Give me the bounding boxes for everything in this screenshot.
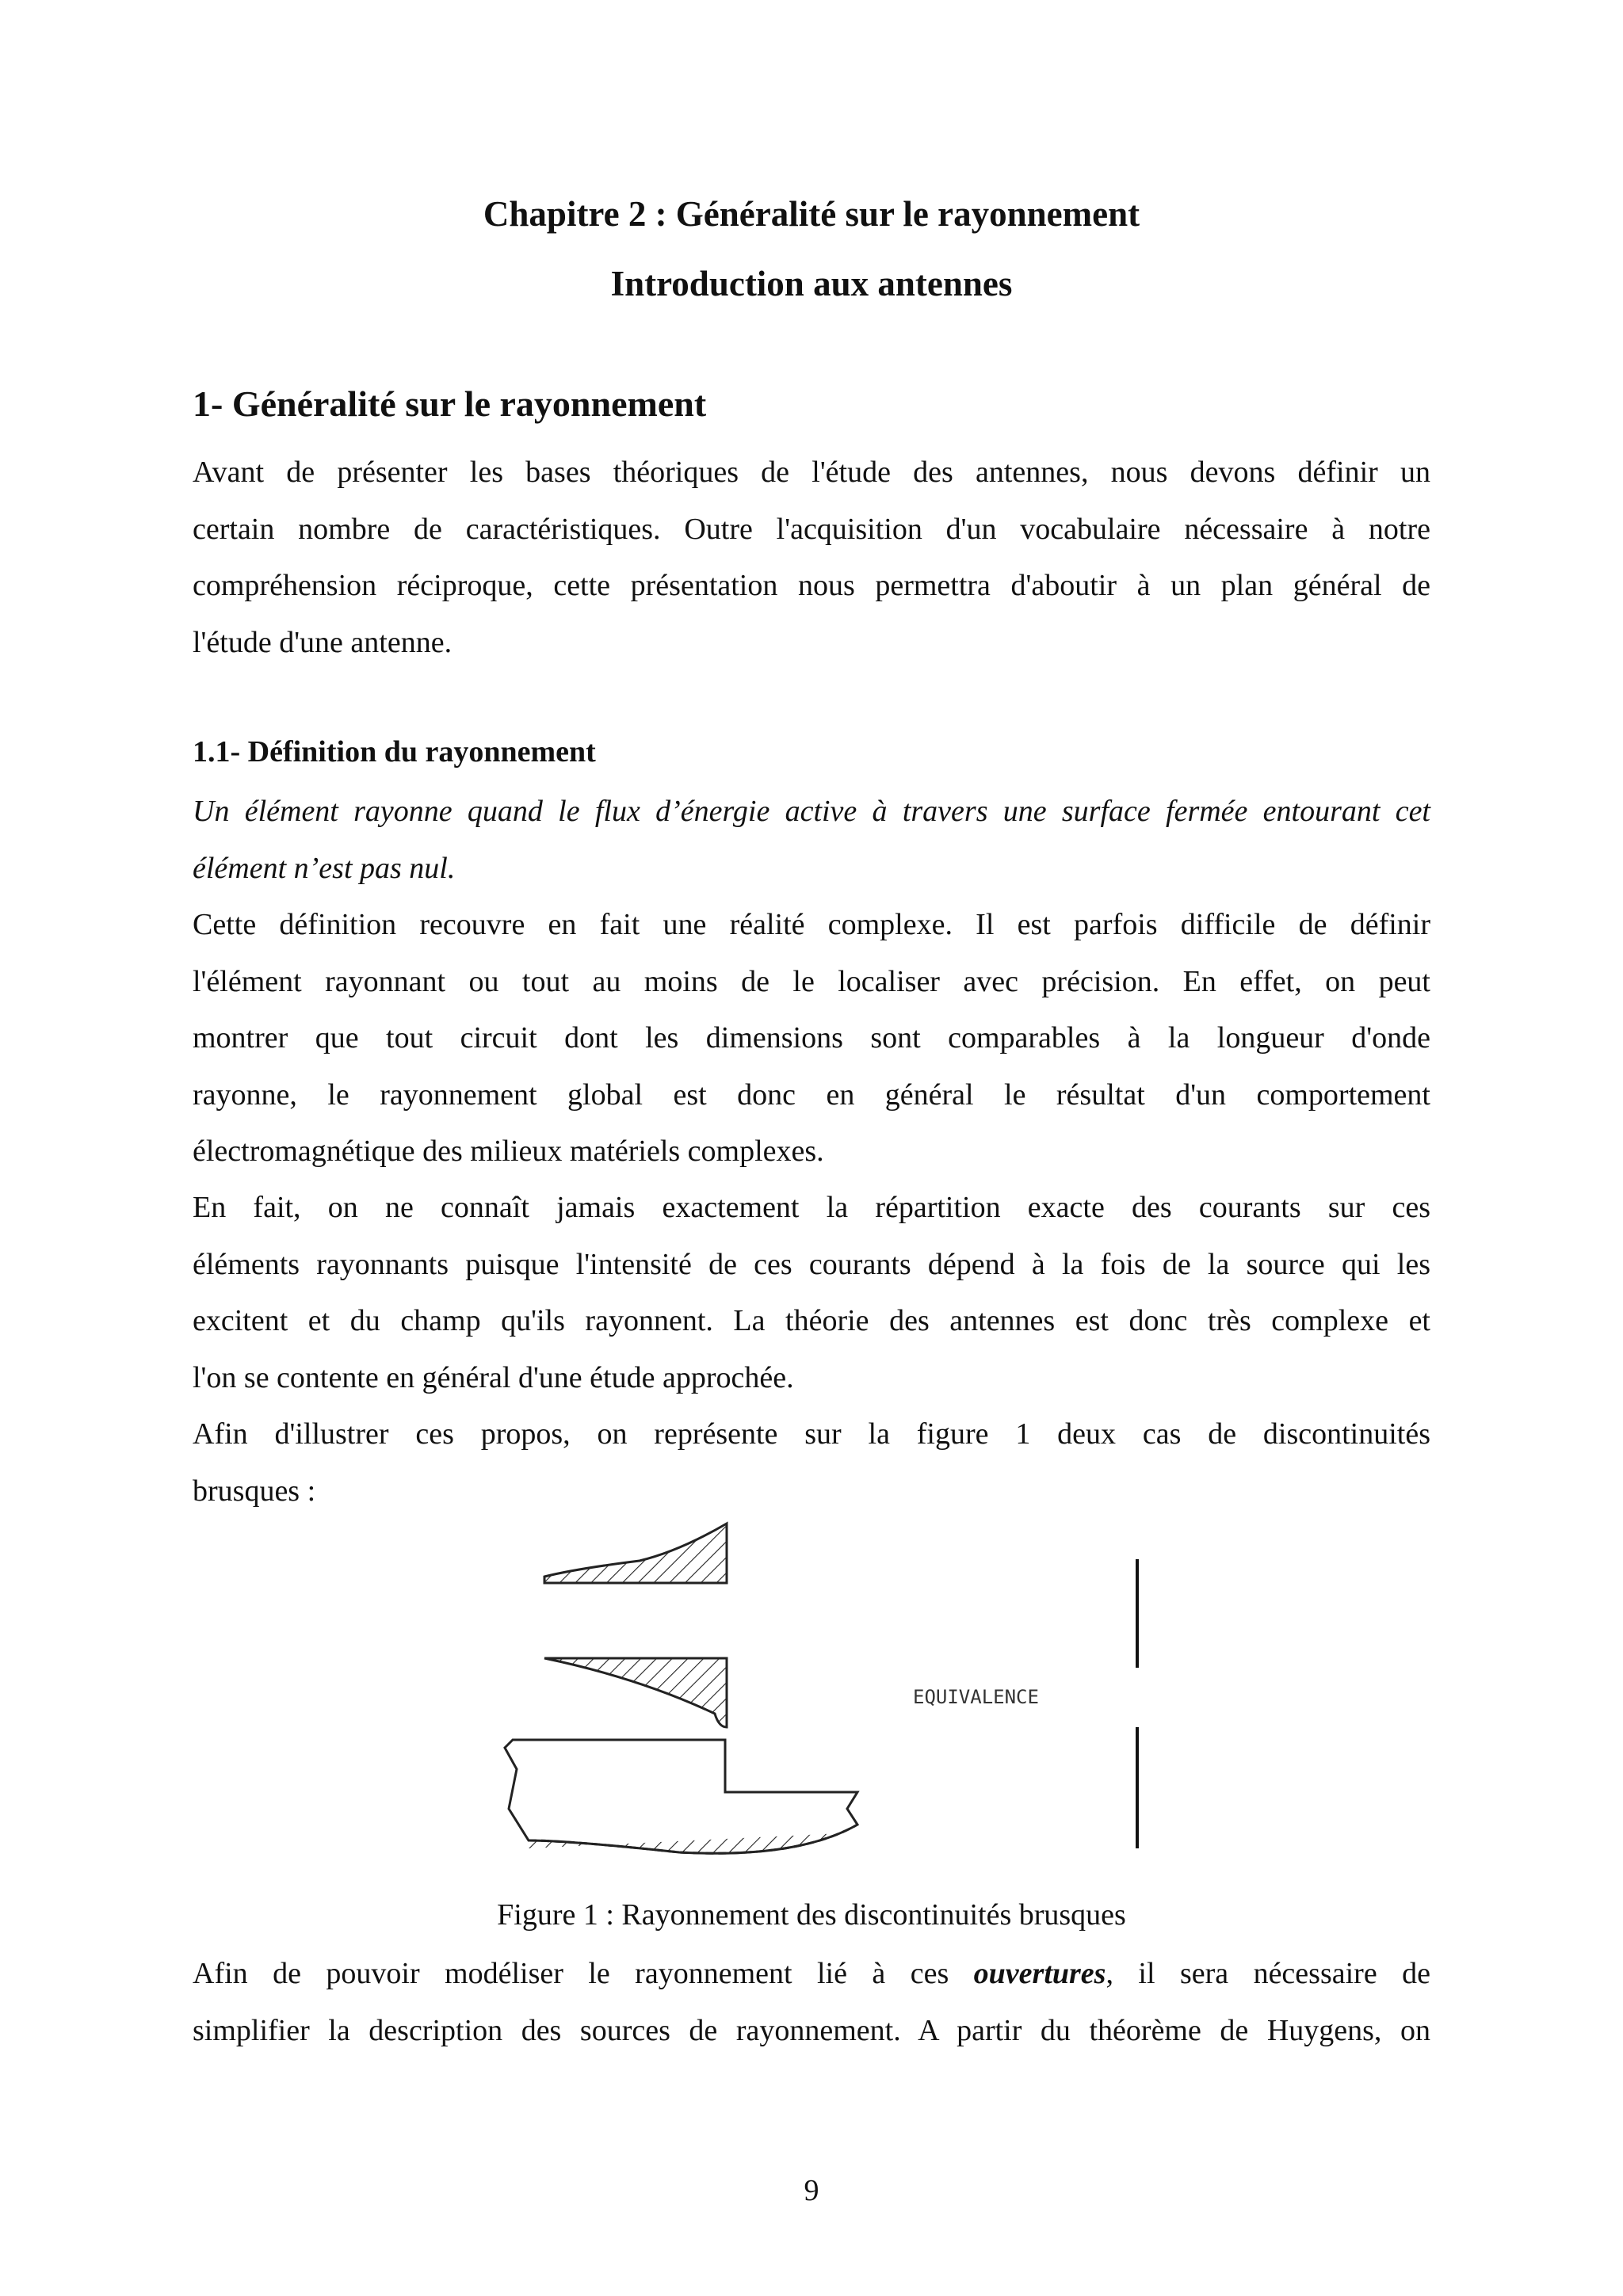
- paragraph-line: l'on se contente en général d'une étude approchée.: [193, 1360, 794, 1394]
- closing-line-end: , il sera nécessaire de: [1106, 1957, 1430, 1990]
- ouvertures-emphasis: ouvertures: [973, 1957, 1106, 1990]
- paragraph-line: montrer que tout circuit dont les dimensions sont comparables à la longueur d'onde: [193, 1021, 1430, 1055]
- page-number: 9: [804, 2174, 819, 2207]
- closing-line-start: Afin de pouvoir modéliser le rayonnement lié à ces: [193, 1957, 974, 1990]
- paragraph-line: Avant de présenter les bases théoriques de l'étude des antennes, nous devons définir un: [193, 456, 1430, 489]
- paragraph-line: rayonne, le rayonnement global est donc en général le résultat d'un comportement: [193, 1077, 1430, 1112]
- paragraph-line: brusques :: [193, 1474, 316, 1508]
- paragraph-definition-complex: [193, 897, 1430, 1180]
- paragraph-line: Cette définition recouvre en fait une réalité complexe. Il est parfois difficile de définir: [193, 908, 1430, 941]
- paragraph-line: l'étude d'une antenne.: [193, 625, 453, 659]
- paragraph-line: l'élément rayonnant ou tout au moins de le localiser avec précision. En effet, on peut: [193, 964, 1430, 998]
- paragraph-line: En fait, on ne connaît jamais exactement la répartition exacte des courants sur ces: [193, 1191, 1430, 1224]
- paragraph-line: Afin d'illustrer ces propos, on représente sur la figure 1 deux cas de discontinuités: [193, 1417, 1430, 1451]
- top-wedge-shape: [544, 1524, 727, 1583]
- paragraph-line: éléments rayonnants puisque l'intensité de ces courants dépend à la fois de la source qui les: [193, 1247, 1430, 1281]
- chapter-subtitle: Introduction aux antennes: [610, 264, 1013, 303]
- equivalence-label: EQUIVALENCE: [913, 1686, 1039, 1708]
- paragraph-currents: [193, 1180, 1430, 1406]
- section-1-paragraph: [193, 444, 1430, 671]
- section-heading-1: 1- Généralité sur le rayonnement: [193, 383, 707, 424]
- paragraph-line: certain nombre de caractéristiques. Outre l'acquisition d'un vocabulaire nécessaire à notre: [193, 512, 1430, 546]
- paragraph-line: simplifier la description des sources de rayonnement. A partir du théorème de Huygens, on: [193, 2013, 1430, 2047]
- step-discontinuity-shape: [505, 1740, 857, 1853]
- figure-discontinuities: [481, 1520, 1147, 1880]
- closing-paragraph: [193, 1946, 1430, 2059]
- chapter-title: Chapitre 2 : Généralité sur le rayonnement: [483, 194, 1140, 234]
- paragraph-line: électromagnétique des milieux matériels complexes.: [193, 1135, 824, 1168]
- paragraph-illustration: [193, 1406, 1430, 1520]
- definition-paragraph: [193, 784, 1430, 897]
- paragraph-line: [193, 1946, 1430, 2003]
- section-heading-1-1: 1.1- Définition du rayonnement: [193, 735, 596, 769]
- definition-line: Un élément rayonne quand le flux d’énergie active à travers une surface fermée entourant cet: [193, 795, 1430, 828]
- paragraph-line: excitent et du champ qu'ils rayonnent. La théorie des antennes est donc très complexe et: [193, 1304, 1430, 1337]
- figure-caption: Figure 1 : Rayonnement des discontinuités brusques: [497, 1898, 1126, 1932]
- definition-line: élément n’est pas nul.: [193, 851, 456, 885]
- middle-wedge-shape: [544, 1658, 727, 1727]
- paragraph-line: compréhension réciproque, cette présentation nous permettra d'aboutir à un plan général de: [193, 569, 1430, 602]
